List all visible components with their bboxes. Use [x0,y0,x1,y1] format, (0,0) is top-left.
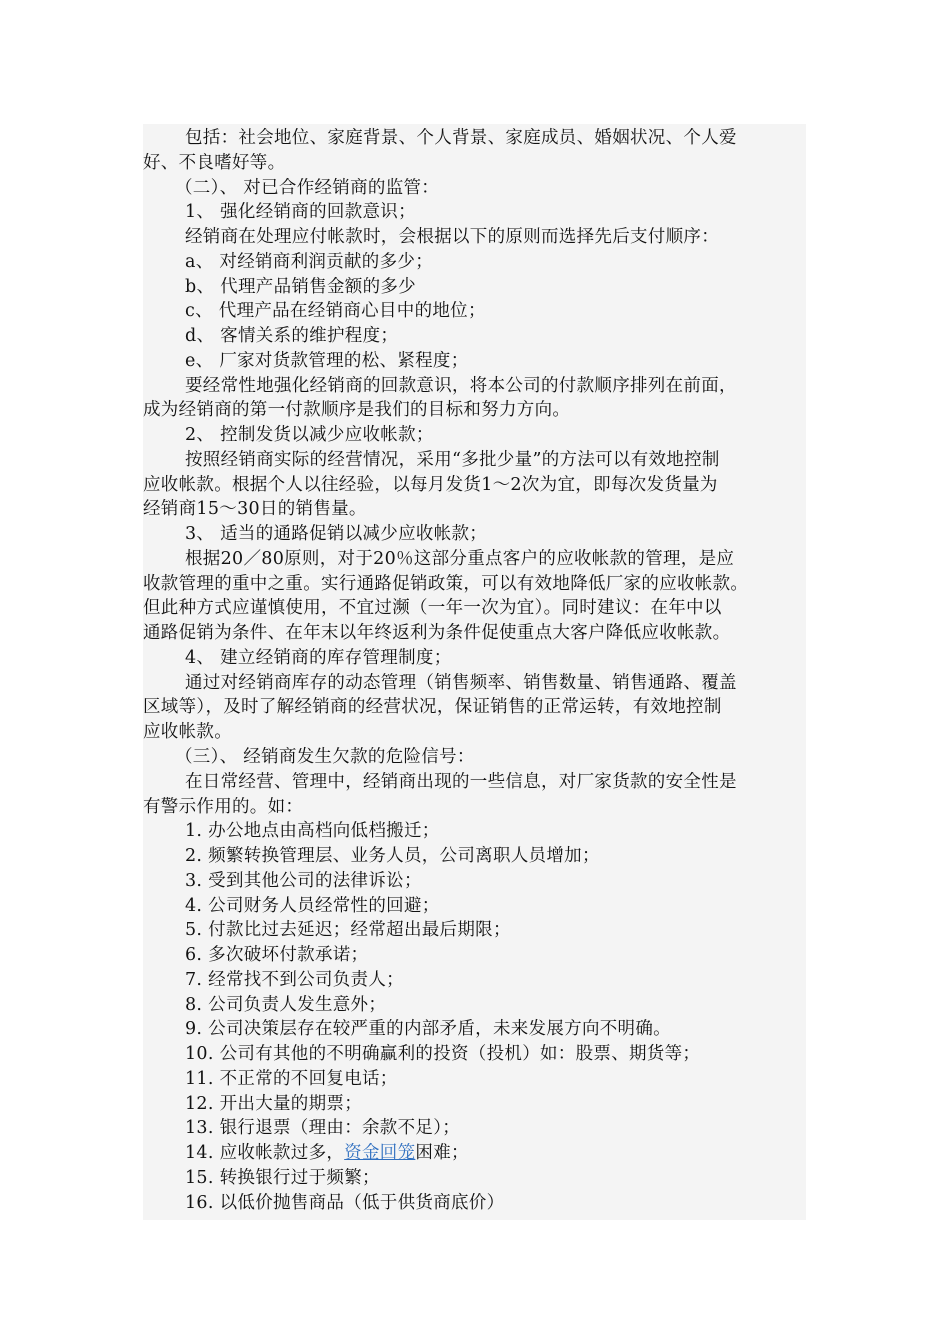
text-line [143,374,806,399]
line-text: a、 对经销商利润贡献的多少； [185,251,433,272]
line-text: 4. 公司财务人员经常性的回避； [185,895,440,916]
text-line [143,126,806,151]
line-text: 1. 办公地点由高档向低档搬迁； [185,821,440,842]
line-text: 1、 强化经销商的回款意识； [185,202,416,223]
line-text: 14. 应收帐款过多， [185,1143,345,1164]
line-text: 4、 建立经销商的库存管理制度； [185,647,452,668]
line-text: 区域等），及时了解经销商的经营状况，保证销售的正常运转，有效地控制 [143,697,722,718]
inline-link[interactable]: 资金回笼 [344,1143,416,1164]
line-text: 经销商在处理应付帐款时，会根据以下的原则而选择先后支付顺序： [185,227,719,248]
line-text: 要经常性地强化经销商的回款意识，将本公司的付款顺序排列在前面， [185,375,737,396]
line-text: 9. 公司决策层存在较严重的内部矛盾，未来发展方向不明确。 [185,1019,671,1040]
line-text: 有警示作用的。如： [143,796,304,817]
line-text: e、 厂家对货款管理的松、紧程度； [185,350,469,371]
line-text: 16. 以低价抛售商品（低于供货商底价） [185,1192,505,1213]
text-line [143,695,806,720]
line-text: 收款管理的重中之重。实行通路促销政策，可以有效地降低厂家的应收帐款。 [143,573,749,594]
text-line [143,1092,806,1117]
line-text: 3、 适当的通路促销以减少应收帐款； [185,524,488,545]
text-line [143,844,806,869]
text-line [143,720,806,745]
text-line [143,473,806,498]
line-text: 在日常经营、管理中，经销商出现的一些信息，对厂家货款的安全性是 [185,771,737,792]
line-text: 12. 开出大量的期票； [185,1093,362,1114]
text-line [143,596,806,621]
text-line [143,349,806,374]
text-line [143,497,806,522]
line-text: 应收帐款。 [143,722,232,743]
line-text: 8. 公司负责人发生意外； [185,994,387,1015]
text-line [143,646,806,671]
line-text-after-link: 困难； [415,1143,469,1164]
text-line [143,299,806,324]
text-line [143,522,806,547]
text-line [143,993,806,1018]
line-text: 经销商15～30日的销售量。 [143,499,367,520]
text-line [143,200,806,225]
text-line [143,1017,806,1042]
line-text: 通过对经销商库存的动态管理（销售频率、销售数量、销售通路、覆盖 [185,672,737,693]
text-line [143,819,806,844]
line-text: 13. 银行退票（理由：余款不足）； [185,1118,461,1139]
line-text: d、 客情关系的维护程度； [185,326,399,347]
text-line [143,869,806,894]
text-line [143,547,806,572]
text-line [143,448,806,473]
line-text: 2、 控制发货以减少应收帐款； [185,425,434,446]
line-text: （二）、 对已合作经销商的监管： [175,177,440,198]
line-text: 根据20／80原则，对于20％这部分重点客户的应收帐款的管理，是应 [185,548,735,569]
line-text: 11. 不正常的不回复电话； [185,1068,398,1089]
line-text: 好、不良嗜好等。 [143,152,286,173]
line-text: 2. 频繁转换管理层、业务人员，公司离职人员增加； [185,846,600,867]
text-line [143,572,806,597]
line-text: 包括：社会地位、家庭背景、个人背景、家庭成员、婚姻状况、个人爱 [185,128,737,148]
text-line [143,423,806,448]
line-text: 5. 付款比过去延迟；经常超出最后期限； [185,920,511,941]
text-line [143,1191,806,1216]
text-line [143,250,806,275]
text-line [143,943,806,968]
line-text: 但此种方式应谨慎使用，不宜过濒（一年一次为宜）。同时建议：在年中以 [143,598,722,619]
line-text: （三）、 经销商发生欠款的危险信号： [175,747,475,767]
line-text: 6. 多次破坏付款承诺； [185,945,369,966]
line-text: 成为经销商的第一付款顺序是我们的目标和努力方向。 [143,400,571,421]
text-line [143,621,806,646]
text-line [143,795,806,820]
text-line [143,324,806,349]
line-text: 通路促销为条件、在年末以年终返利为条件促使重点大客户降低应收帐款。 [143,623,731,644]
text-line [143,745,806,770]
line-text: c、 代理产品在经销商心目中的地位； [185,301,486,322]
line-text: 7. 经常找不到公司负责人； [185,969,404,990]
text-line [143,770,806,795]
text-line [143,1166,806,1191]
text-line [143,225,806,250]
line-text: 3. 受到其他公司的法律诉讼； [185,870,422,891]
text-line [143,894,806,919]
text-line [143,1141,806,1166]
line-text: 15. 转换银行过于频繁； [185,1167,380,1188]
text-line [143,968,806,993]
text-line [143,1067,806,1092]
line-text: 10. 公司有其他的不明确赢利的投资（投机）如：股票、期货等； [185,1044,701,1065]
text-line [143,671,806,696]
text-line [143,176,806,201]
line-text: 应收帐款。根据个人以往经验，以每月发货1～2次为宜，即每次发货量为 [143,474,718,495]
text-line [143,275,806,300]
line-text: 按照经销商实际的经营情况，采用“多批少量”的方法可以有效地控制 [185,449,720,470]
text-line [143,151,806,176]
text-line [143,1042,806,1067]
document-text-block [143,124,806,1220]
line-text: b、 代理产品销售金额的多少 [185,276,416,297]
text-line [143,398,806,423]
text-line [143,1116,806,1141]
text-line [143,918,806,943]
